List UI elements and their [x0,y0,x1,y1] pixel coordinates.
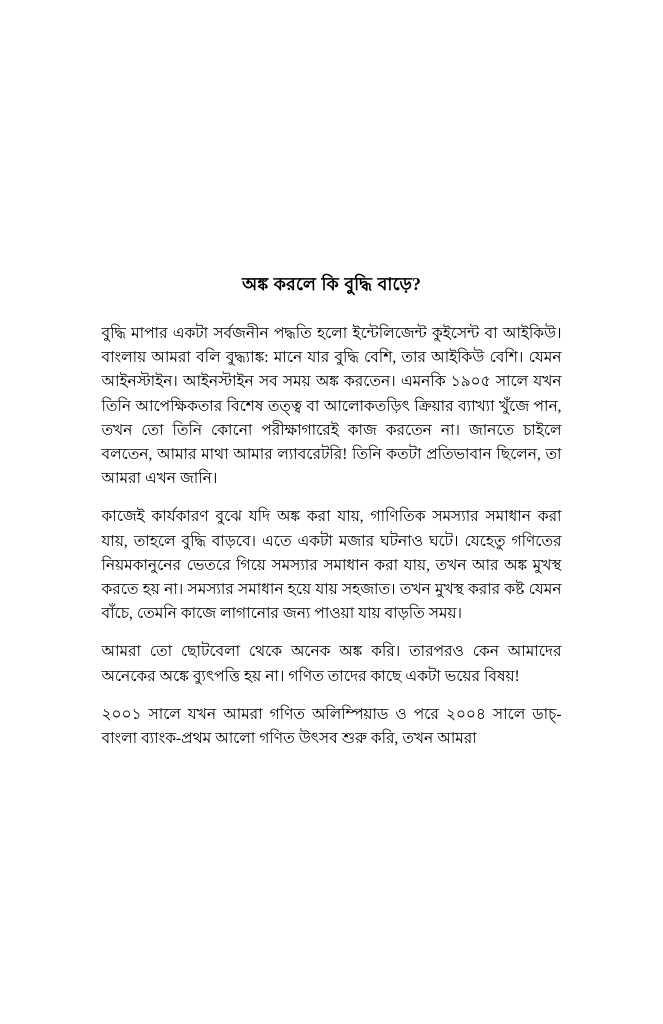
page-top-margin [0,0,663,272]
body-paragraph-2: কাজেই কার্যকারণ বুঝে যদি অঙ্ক করা যায়, গাণিতিক সমস্যার সমাধান করা যায়, তাহলে বুদ্ধি বাড়বে। এতে একটা মজার ঘটনাও ঘটে। যেহেতু গণিতের নিয়মকানুনের ভেতরে গিয়ে সমস্যার সমাধান করা যায়, তখন আর অঙ্ক মুখস্থ করতে হয় না। সমস্যার সমাধান হয়ে যায় সহজাত। তখন মুখস্থ করার কষ্ট যেমন বাঁচে, তেমনি কাজে লাগানোর জন্য পাওয়া যায় বাড়তি সময়। [101,508,562,623]
page-text-block [102,272,562,751]
body-paragraph-4: ২০০১ সালে যখন আমরা গণিত অলিম্পিয়াড ও পরে ২০০৪ সালে ডাচ্‌-বাংলা ব্যাংক-প্রথম আলো গণিত উৎসব শুরু করি, তখন আমরা [101,705,562,748]
page-title: অঙ্ক করলে কি বুদ্ধি বাড়ে? [242,274,421,294]
body-paragraph-3: আমরা তো ছোটবেলা থেকে অনেক অঙ্ক করি। তারপরও কেন আমাদের অনেকের অঙ্কে ব্যুৎপত্তি হয় না। গণিত তাদের কাছে একটা ভয়ের বিষয়! [101,643,562,685]
body-paragraph-1: বুদ্ধি মাপার একটা সর্বজনীন পদ্ধতি হলো ইন্টেলিজেন্ট কুইসেন্ট বা আইকিউ। বাংলায় আমরা বলি বুদ্ধ্যাঙ্ক: মানে যার বুদ্ধি বেশি, তার আইকিউ বেশি। যেমন আইনস্টাইন। আইনস্টাইন সব সময় অঙ্ক করতেন। এমনকি ১৯০৫ সালে যখন তিনি আপেক্ষিকতার বিশেষ তত্ত্ব বা আলোকতড়িৎ ক্রিয়ার ব্যাখ্যা খুঁজে পান, তখন তো তিনি কোনো পরীক্ষাগারেই কাজ করতেন না। জানতে চাইলে বলতেন, আমার মাথা আমার ল্যাবরেটরি! তিনি কতটা প্রতিভাবান ছিলেন, তা আমরা এখন জানি। [101,325,562,488]
